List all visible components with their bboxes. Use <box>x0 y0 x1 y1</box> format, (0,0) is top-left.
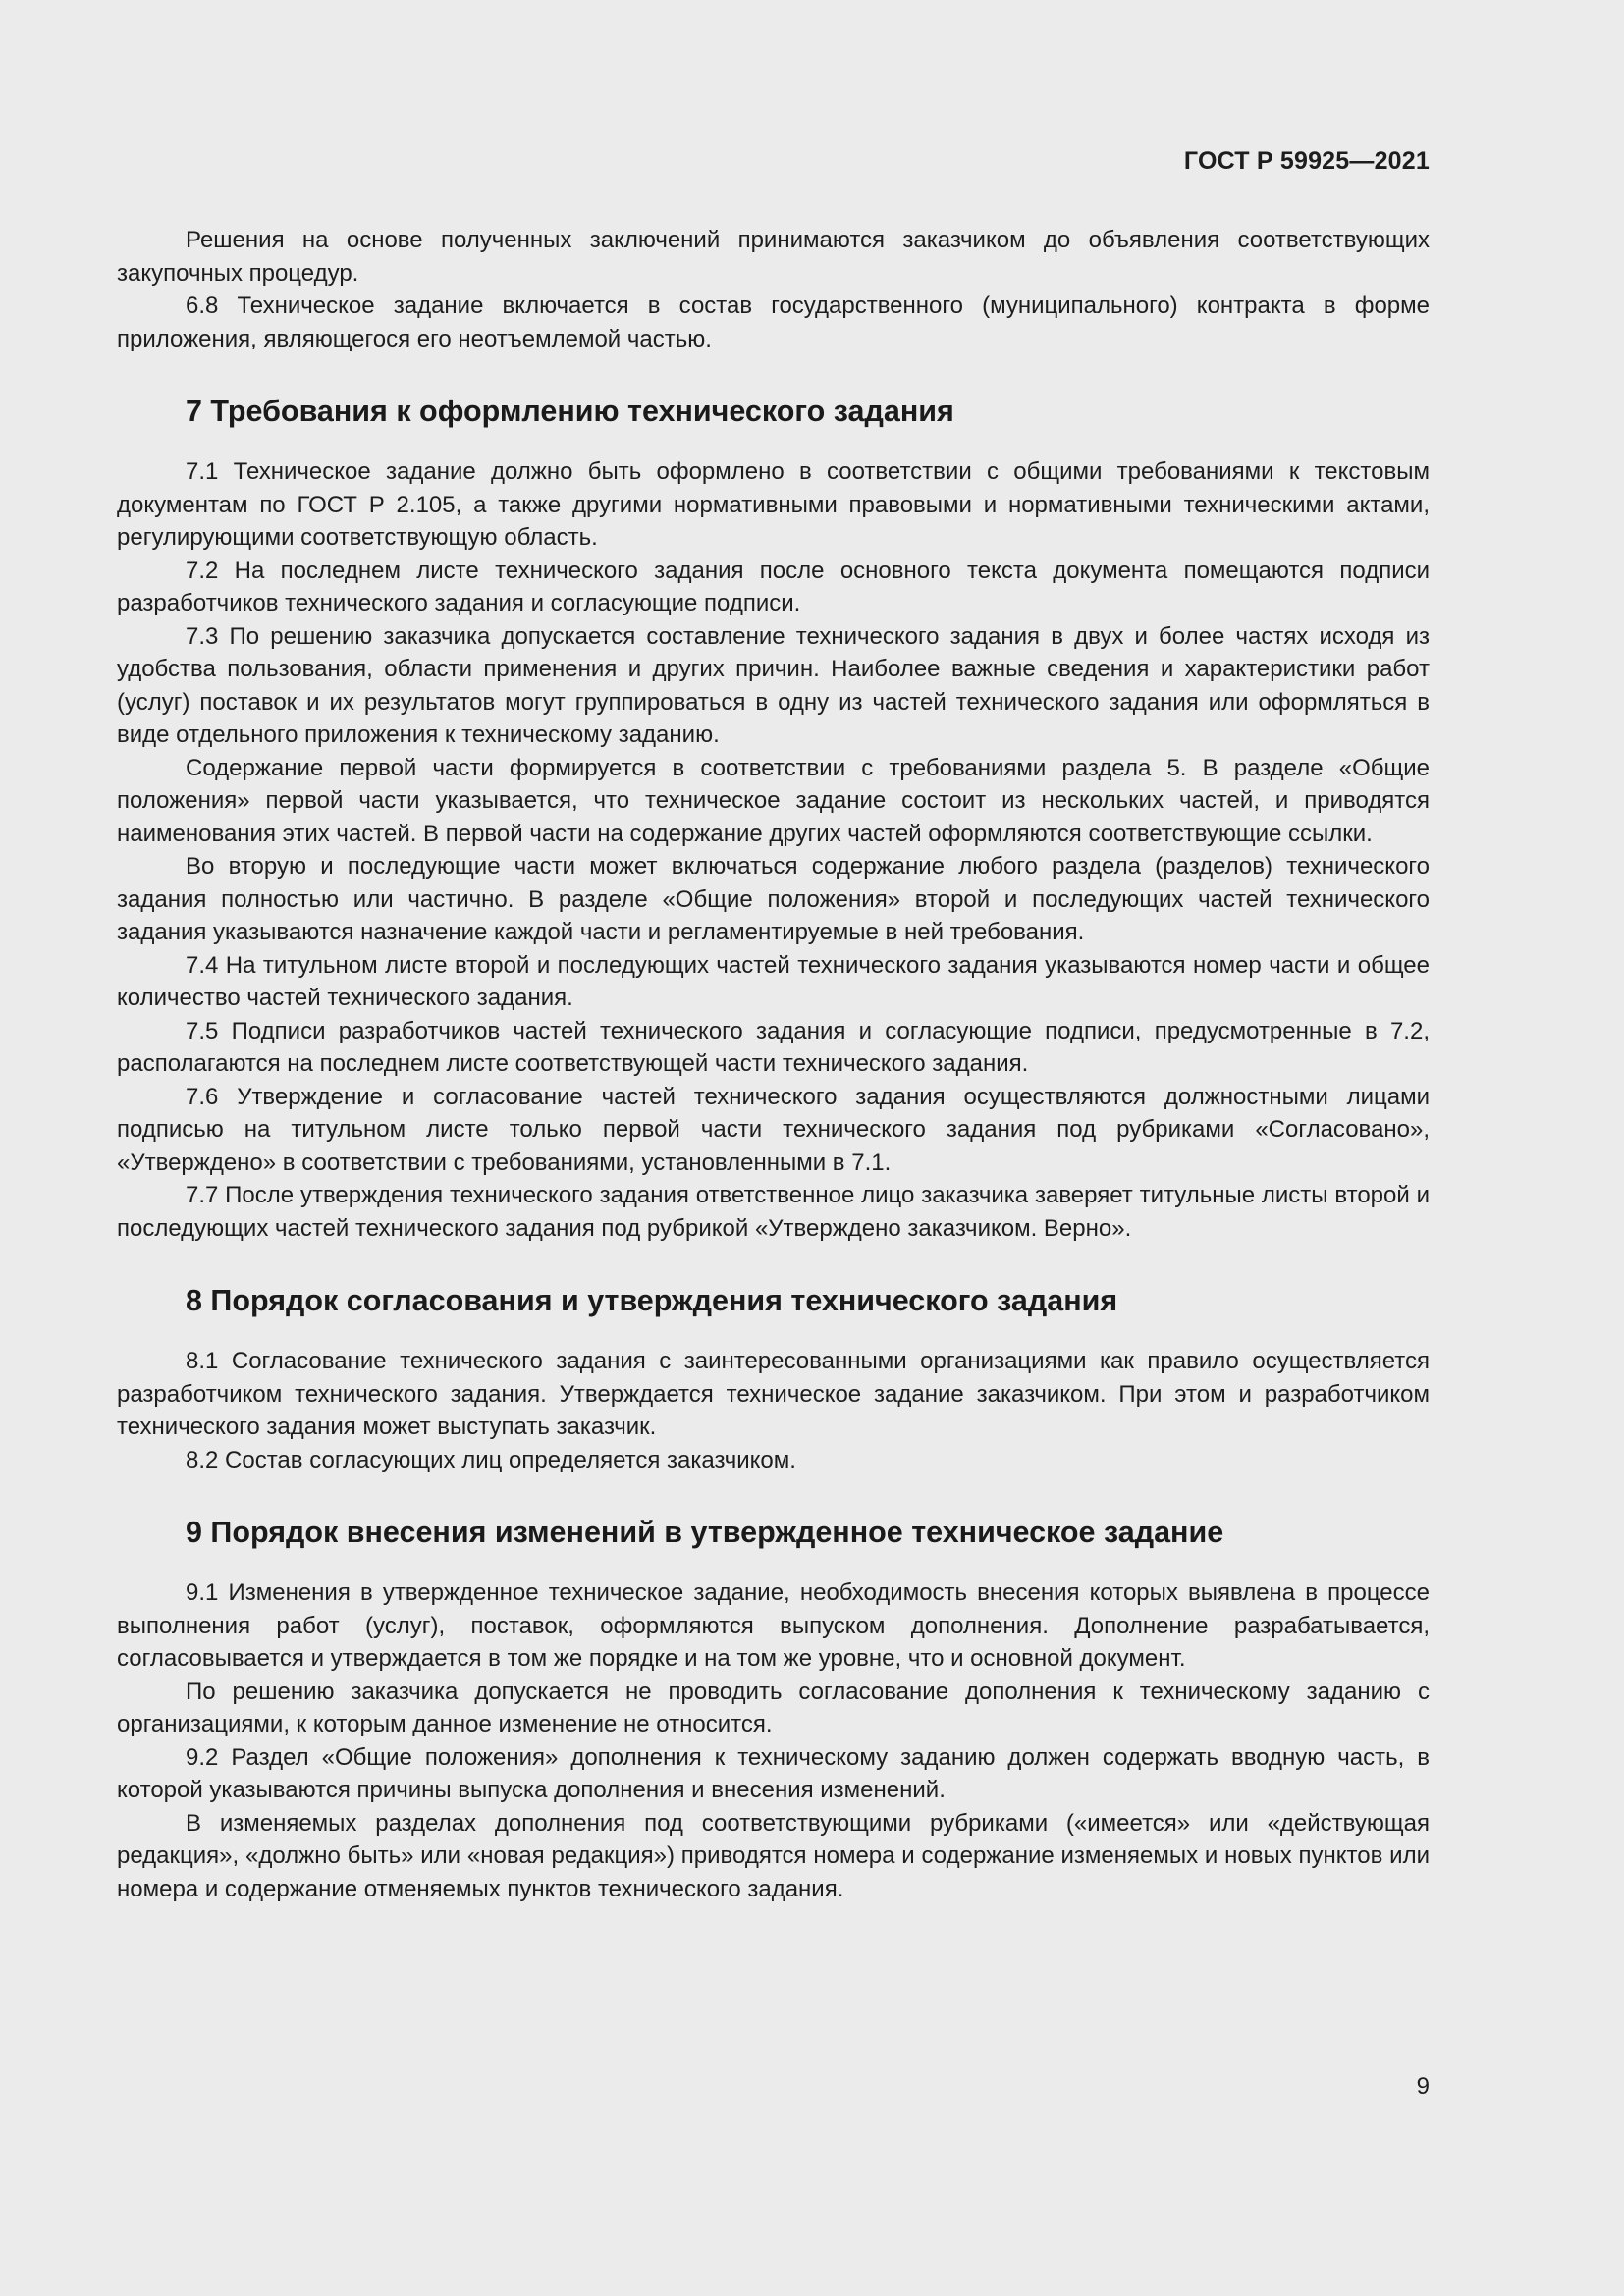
paragraph-8-1: 8.1 Согласование технического задания с заинтересованными организациями как правило осуществляется разработчиком технического задания. Утверждается техническое задание заказчиком. При этом и разработчиком технического задания может выступать заказчик. <box>117 1348 1430 1440</box>
paragraph-7-3-first-part: Содержание первой части формируется в соответствии с требованиями раздела 5. В разделе «Общие положения» первой части указывается, что техническое задание состоит из нескольких частей, и приводятся наименования этих частей. В первой части на содержание других частей оформляются соответствующие ссылки. <box>117 754 1430 847</box>
paragraph-9-2-changes: В изменяемых разделах дополнения под соответствующими рубриками («имеется» или «действующая редакция», «должно быть» или «новая редакция») приводятся номера и содержание изменяемых и новых пунктов или номера и содержание отменяемых пунктов технического задания. <box>117 1809 1430 1902</box>
paragraph-7-5: 7.5 Подписи разработчиков частей технического задания и согласующие подписи, предусмотренные в 7.2, располагаются на последнем листе соответствующей части технического задания. <box>117 1017 1430 1077</box>
page-number: 9 <box>1416 2073 1430 2100</box>
paragraph-8-2: 8.2 Состав согласующих лиц определяется заказчиком. <box>186 1446 796 1473</box>
paragraph-6-8: 6.8 Техническое задание включается в состав государственного (муниципального) контракта в форме приложения, являющегося его неотъемлемой частью. <box>117 293 1430 352</box>
document-body <box>117 224 1430 1905</box>
paragraph-7-1: 7.1 Техническое задание должно быть оформлено в соответствии с общими требованиями к текстовым документам по ГОСТ Р 2.105, а также другими нормативными правовыми и нормативными техническими актами, регулирующими соответствующую область. <box>117 458 1430 551</box>
section-7-heading: 7 Требования к оформлению технического задания <box>186 395 954 428</box>
section-9-heading: 9 Порядок внесения изменений в утвержденное техническое задание <box>186 1516 1224 1549</box>
document-code-header: ГОСТ Р 59925—2021 <box>1183 147 1430 175</box>
paragraph-7-3-second-part: Во вторую и последующие части может включаться содержание любого раздела (разделов) технического задания полностью или частично. В разделе «Общие положения» второй и последующих частей технического задания указываются назначение каждой части и регламентируемые в ней требования. <box>117 853 1430 945</box>
paragraph-9-2: 9.2 Раздел «Общие положения» дополнения к техническому заданию должен содержать вводную часть, в которой указываются причины выпуска дополнения и внесения изменений. <box>117 1743 1430 1803</box>
paragraph-7-6: 7.6 Утверждение и согласование частей технического задания осуществляются должностными лицами подписью на титульном листе только первой части технического задания под рубриками «Согласовано», «Утверждено» в соответствии с требованиями, установленными в 7.1. <box>117 1083 1430 1176</box>
section-8-heading: 8 Порядок согласования и утверждения технического задания <box>186 1284 1118 1317</box>
paragraph-7-4: 7.4 На титульном листе второй и последующих частей технического задания указываются номер части и общее количество частей технического задания. <box>117 951 1430 1011</box>
paragraph-7-7: 7.7 После утверждения технического задания ответственное лицо заказчика заверяет титульные листы второй и последующих частей технического задания под рубрикой «Утверждено заказчиком. Верно». <box>117 1182 1430 1242</box>
paragraph-intro-decisions: Решения на основе полученных заключений принимаются заказчиком до объявления соответствующих закупочных процедур. <box>117 227 1430 287</box>
paragraph-7-3: 7.3 По решению заказчика допускается составление технического задания в двух и более частях исходя из удобства пользования, области применения и других причин. Наиболее важные сведения и характеристики работ (услуг) поставок и их результатов могут группироваться в одну из частей технического задания или оформляться в виде отдельного приложения к техническому заданию. <box>117 622 1430 748</box>
paragraph-9-1-agreement: По решению заказчика допускается не проводить согласование дополнения к техническому заданию с организациями, к которым данное изменение не относится. <box>117 1678 1430 1737</box>
paragraph-7-2: 7.2 На последнем листе технического задания после основного текста документа помещаются подписи разработчиков технического задания и согласующие подписи. <box>117 557 1430 616</box>
paragraph-9-1: 9.1 Изменения в утвержденное техническое задание, необходимость внесения которых выявлена в процессе выполнения работ (услуг), поставок, оформляются выпуском дополнения. Дополнение разрабатывается, согласовывается и утверждается в том же порядке и на том же уровне, что и основной документ. <box>117 1579 1430 1672</box>
